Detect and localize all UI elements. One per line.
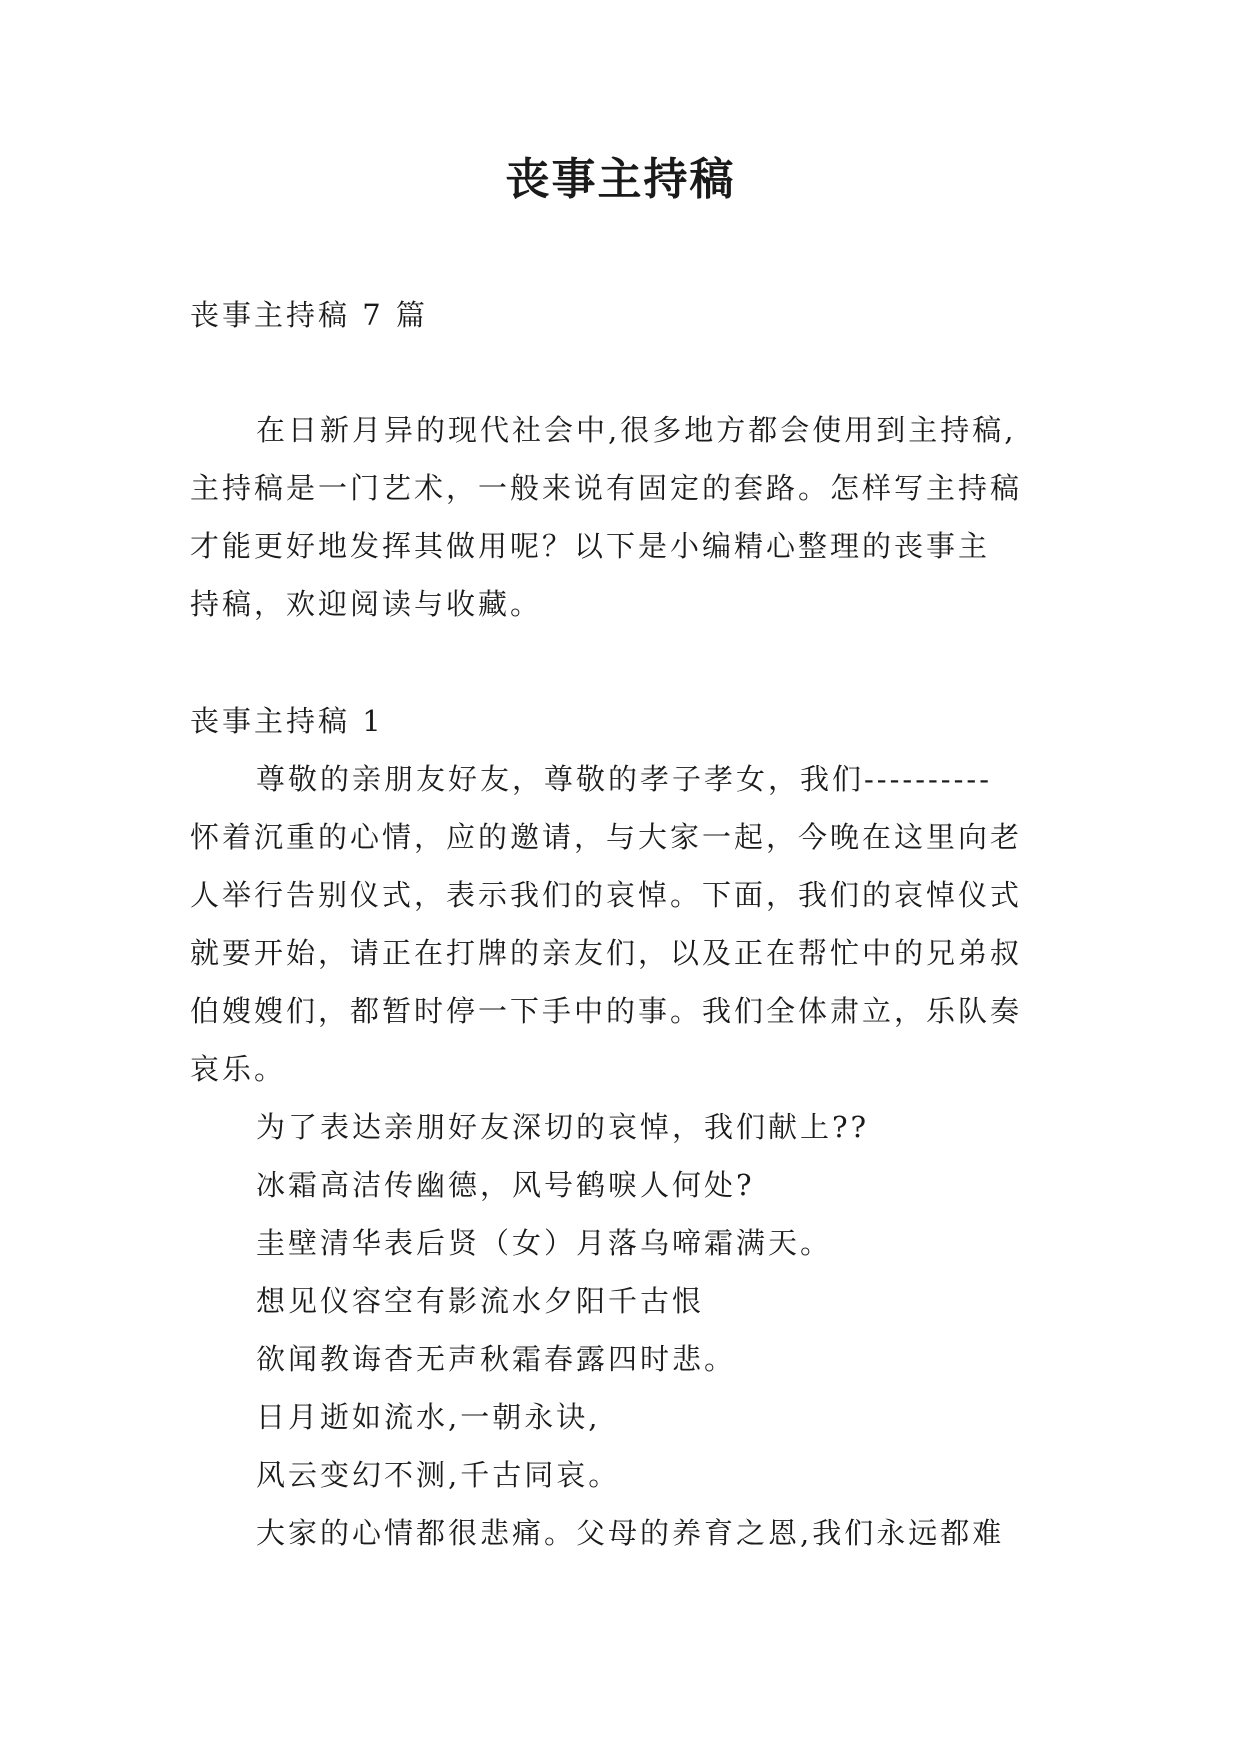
verse-line: 冰霜高洁传幽德，风号鹤唳人何处? <box>256 1168 755 1202</box>
subtitle-line: 丧事主持稿 7 篇 <box>190 298 428 332</box>
document-subtitle <box>190 286 1050 344</box>
section-body <box>190 750 1050 1562</box>
verse-line: 圭壁清华表后贤（女）月落乌啼霜满天。 <box>256 1226 833 1260</box>
verse-line: 日月逝如流水,一朝永诀, <box>256 1400 601 1434</box>
paragraph-line: 持稿，欢迎阅读与收藏。 <box>190 587 543 621</box>
paragraph-line: 在日新月异的现代社会中,很多地方都会使用到主持稿, <box>256 413 1017 447</box>
paragraph-line: 哀乐。 <box>190 1052 287 1086</box>
paragraph-line: 主持稿是一门艺术，一般来说有固定的套路。怎样写主持稿 <box>190 471 1023 505</box>
paragraph-line: 大家的心情都很悲痛。父母的养育之恩,我们永远都难 <box>256 1516 1005 1550</box>
verse-line: 风云变幻不测,千古同哀。 <box>256 1458 621 1492</box>
document-title: 丧事主持稿 <box>505 154 736 205</box>
verse-line: 想见仪容空有影流水夕阳千古恨 <box>256 1284 705 1318</box>
paragraph-line: 人举行告别仪式，表示我们的哀悼。下面，我们的哀悼仪式 <box>190 878 1023 912</box>
paragraph-line: 尊敬的亲朋友好友，尊敬的孝子孝女，我们---------- <box>256 762 992 796</box>
paragraph-line: 怀着沉重的心情，应的邀请，与大家一起，今晚在这里向老 <box>190 820 1023 854</box>
paragraph-line: 伯嫂嫂们，都暂时停一下手中的事。我们全体肃立，乐队奏 <box>190 994 1023 1028</box>
intro-paragraph <box>190 401 1050 633</box>
paragraph-line: 为了表达亲朋好友深切的哀悼，我们献上?? <box>256 1110 870 1144</box>
paragraph-line: 就要开始，请正在打牌的亲友们，以及正在帮忙中的兄弟叔 <box>190 936 1023 970</box>
paragraph-line: 才能更好地发挥其做用呢？以下是小编精心整理的丧事主 <box>190 529 991 563</box>
verse-line: 欲闻教诲杳无声秋霜春露四时悲。 <box>256 1342 737 1376</box>
section-heading <box>190 692 1050 750</box>
section-heading-text: 丧事主持稿 1 <box>190 704 384 738</box>
